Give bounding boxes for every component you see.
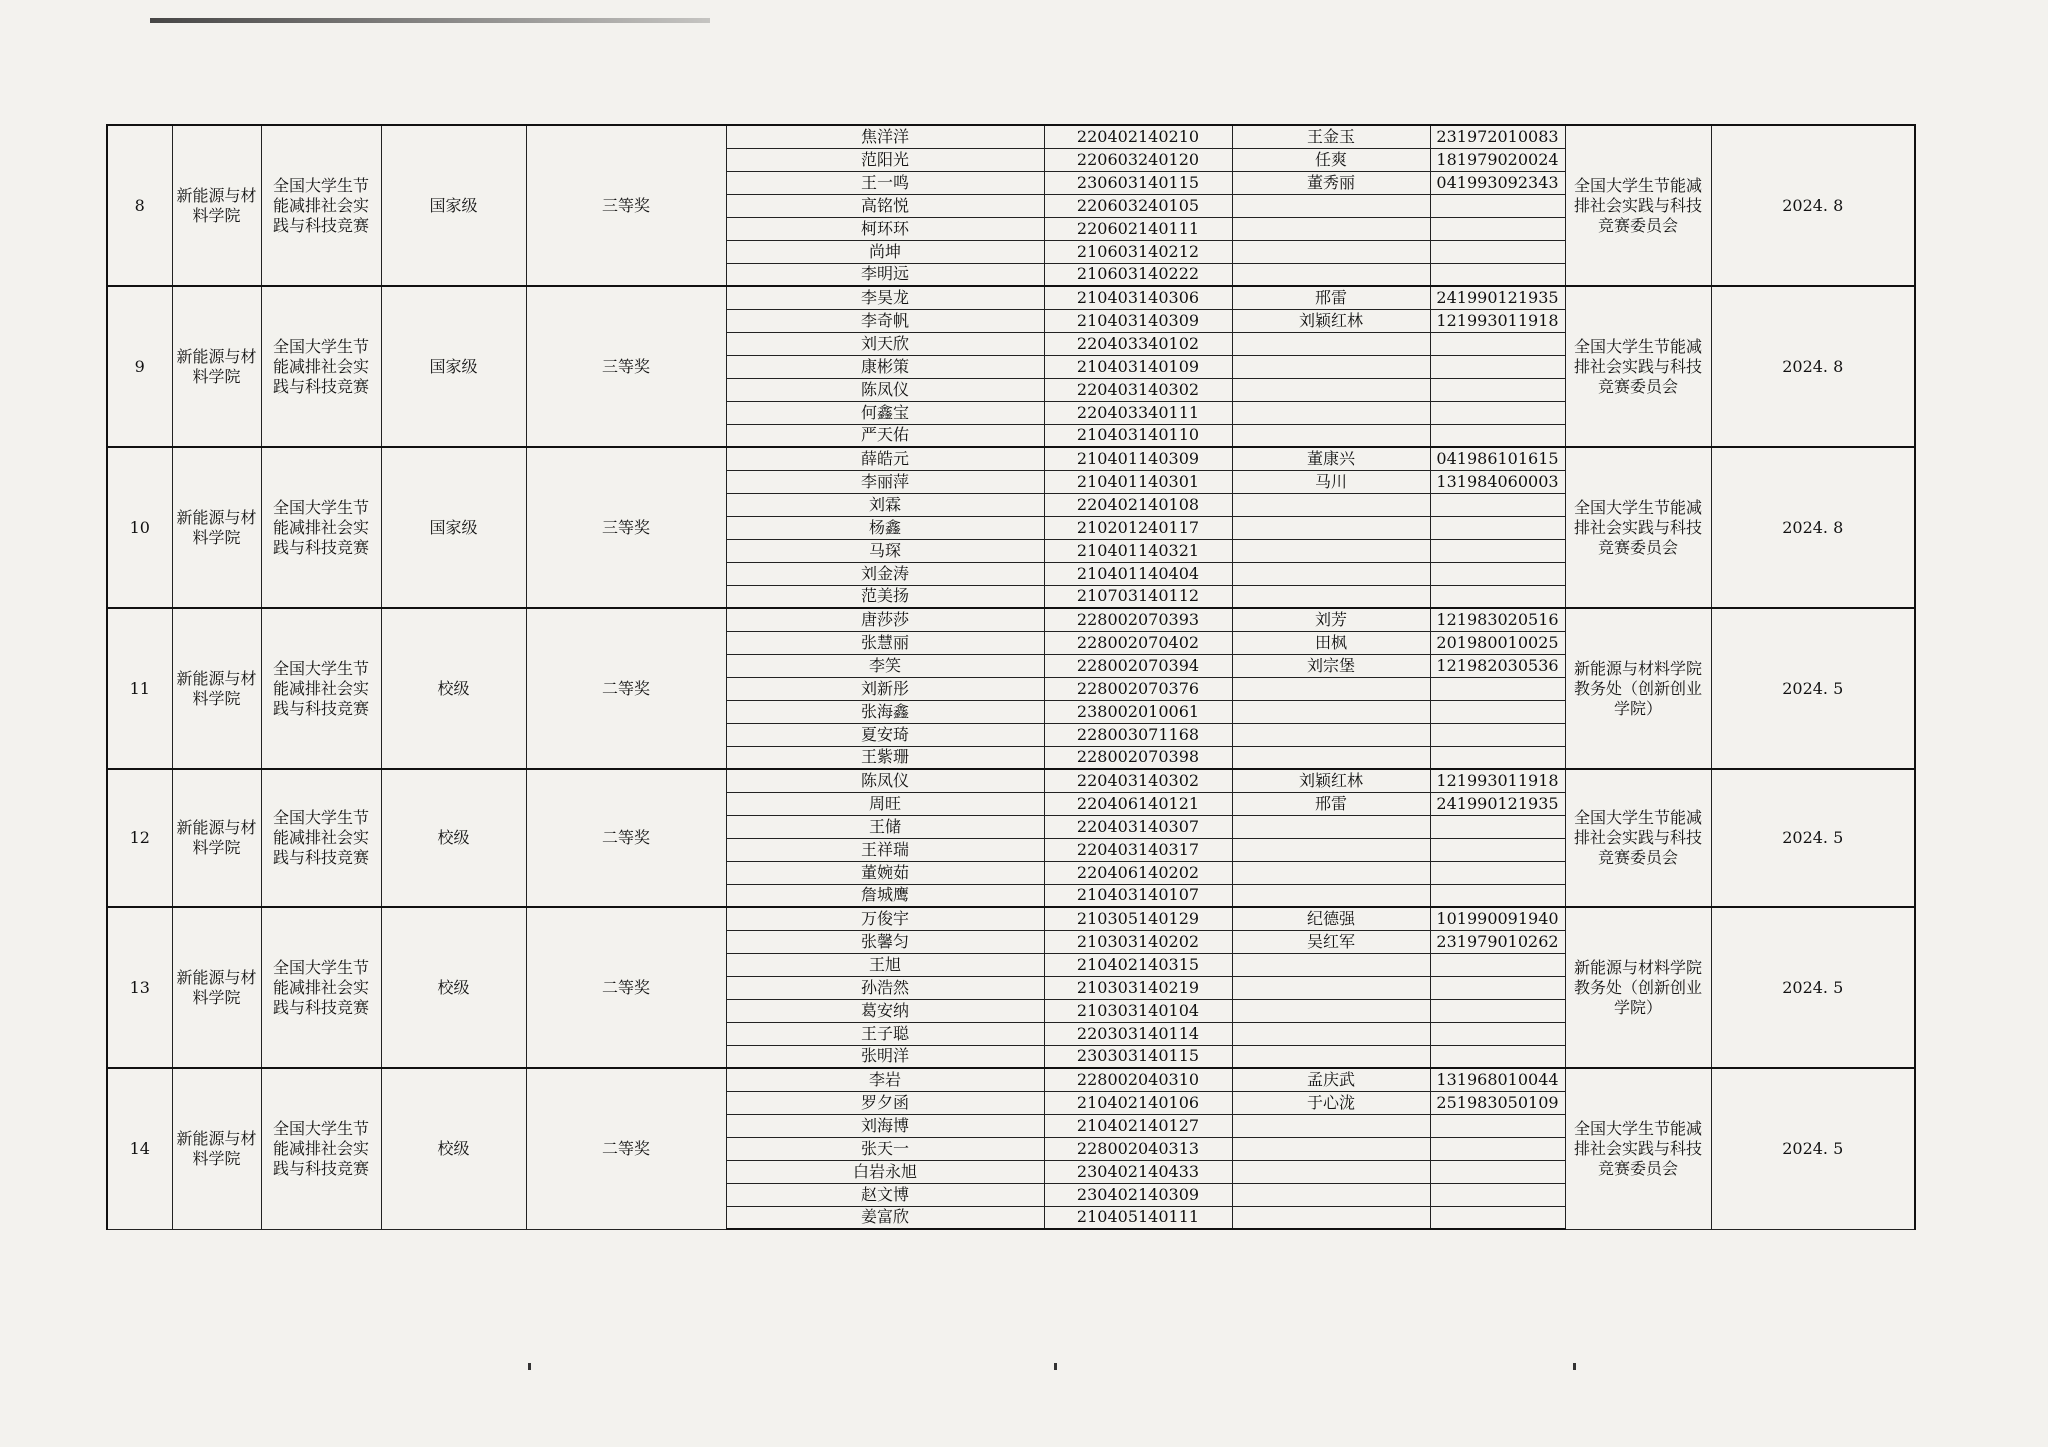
table-row [107,769,1915,792]
teacher-id-cell [1430,355,1565,378]
student-id-cell: 210403140110 [1044,424,1232,447]
teacher-name-cell: 刘宗堡 [1232,654,1430,677]
student-id-cell: 220603240120 [1044,148,1232,171]
student-id-cell: 220303140114 [1044,1022,1232,1045]
student-name-cell: 王子聪 [726,1022,1044,1045]
teacher-id-cell [1430,240,1565,263]
teacher-id-cell [1430,884,1565,907]
student-name-cell: 范阳光 [726,148,1044,171]
student-name-cell: 陈凤仪 [726,378,1044,401]
scan-edge-shadow [150,18,710,23]
student-name-cell: 严天佑 [726,424,1044,447]
level-cell: 国家级 [381,447,526,608]
student-name-cell: 陈凤仪 [726,769,1044,792]
teacher-id-cell [1430,1022,1565,1045]
student-name-cell: 王紫珊 [726,746,1044,769]
competition-cell: 全国大学生节能减排社会实践与科技竞赛 [261,286,381,447]
teacher-name-cell [1232,516,1430,539]
college-cell: 新能源与材料学院 [172,608,261,769]
teacher-name-cell [1232,562,1430,585]
award-sheet [106,124,1914,1294]
student-id-cell: 210303140104 [1044,999,1232,1022]
row-number-cell: 12 [107,769,172,907]
teacher-name-cell [1232,240,1430,263]
teacher-id-cell: 041993092343 [1430,171,1565,194]
student-name-cell: 李昊龙 [726,286,1044,309]
student-name-cell: 唐莎莎 [726,608,1044,631]
teacher-name-cell [1232,884,1430,907]
competition-cell: 全国大学生节能减排社会实践与科技竞赛 [261,447,381,608]
teacher-name-cell [1232,723,1430,746]
college-cell: 新能源与材料学院 [172,447,261,608]
organizer-cell: 全国大学生节能减排社会实践与科技竞赛委员会 [1565,769,1711,907]
student-id-cell: 220403340111 [1044,401,1232,424]
student-name-cell: 薛皓元 [726,447,1044,470]
award-cell: 二等奖 [526,907,726,1068]
student-name-cell: 孙浩然 [726,976,1044,999]
level-cell: 国家级 [381,125,526,286]
student-id-cell: 228002070398 [1044,746,1232,769]
teacher-id-cell [1430,746,1565,769]
teacher-id-cell: 101990091940 [1430,907,1565,930]
student-name-cell: 刘海博 [726,1114,1044,1137]
teacher-name-cell: 刘颖红林 [1232,769,1430,792]
teacher-id-cell: 181979020024 [1430,148,1565,171]
teacher-name-cell [1232,1137,1430,1160]
student-name-cell: 王旭 [726,953,1044,976]
student-name-cell: 李丽萍 [726,470,1044,493]
college-cell: 新能源与材料学院 [172,769,261,907]
student-name-cell: 张馨匀 [726,930,1044,953]
teacher-id-cell [1430,1183,1565,1206]
student-id-cell: 210401140404 [1044,562,1232,585]
competition-cell: 全国大学生节能减排社会实践与科技竞赛 [261,907,381,1068]
teacher-id-cell: 041986101615 [1430,447,1565,470]
student-name-cell: 赵文博 [726,1183,1044,1206]
competition-cell: 全国大学生节能减排社会实践与科技竞赛 [261,769,381,907]
teacher-id-cell: 121993011918 [1430,769,1565,792]
table-row [107,1068,1915,1091]
date-cell: 2024. 5 [1711,769,1915,907]
student-id-cell: 210403140306 [1044,286,1232,309]
teacher-id-cell [1430,585,1565,608]
award-cell: 二等奖 [526,1068,726,1229]
student-name-cell: 张明洋 [726,1045,1044,1068]
teacher-name-cell [1232,953,1430,976]
teacher-id-cell [1430,493,1565,516]
teacher-id-cell [1430,401,1565,424]
student-name-cell: 焦洋洋 [726,125,1044,148]
teacher-id-cell: 241990121935 [1430,792,1565,815]
student-name-cell: 刘天欣 [726,332,1044,355]
date-cell: 2024. 8 [1711,447,1915,608]
teacher-id-cell [1430,516,1565,539]
teacher-name-cell [1232,355,1430,378]
teacher-id-cell: 131968010044 [1430,1068,1565,1091]
table-row [107,608,1915,631]
teacher-id-cell [1430,424,1565,447]
table-row [107,447,1915,470]
student-name-cell: 王祥瑞 [726,838,1044,861]
teacher-id-cell [1430,1137,1565,1160]
award-cell: 三等奖 [526,286,726,447]
student-name-cell: 张慧丽 [726,631,1044,654]
teacher-id-cell [1430,1160,1565,1183]
student-id-cell: 238002010061 [1044,700,1232,723]
teacher-id-cell: 251983050109 [1430,1091,1565,1114]
college-cell: 新能源与材料学院 [172,1068,261,1229]
student-id-cell: 210401140321 [1044,539,1232,562]
college-cell: 新能源与材料学院 [172,286,261,447]
student-id-cell: 220406140202 [1044,861,1232,884]
student-name-cell: 高铭悦 [726,194,1044,217]
level-cell: 国家级 [381,286,526,447]
teacher-id-cell: 131984060003 [1430,470,1565,493]
teacher-id-cell: 241990121935 [1430,286,1565,309]
student-id-cell: 230402140433 [1044,1160,1232,1183]
row-number-cell: 9 [107,286,172,447]
scan-mark [528,1363,531,1370]
award-table [106,124,1916,1230]
teacher-id-cell [1430,838,1565,861]
student-name-cell: 柯环环 [726,217,1044,240]
teacher-id-cell [1430,976,1565,999]
student-id-cell: 228002040310 [1044,1068,1232,1091]
college-cell: 新能源与材料学院 [172,907,261,1068]
teacher-name-cell [1232,1045,1430,1068]
organizer-cell: 新能源与材料学院教务处（创新创业学院） [1565,608,1711,769]
student-id-cell: 210402140106 [1044,1091,1232,1114]
student-id-cell: 210401140309 [1044,447,1232,470]
teacher-name-cell: 马川 [1232,470,1430,493]
student-name-cell: 白岩永旭 [726,1160,1044,1183]
table-row [107,907,1915,930]
teacher-id-cell [1430,1045,1565,1068]
competition-cell: 全国大学生节能减排社会实践与科技竞赛 [261,125,381,286]
teacher-name-cell [1232,424,1430,447]
student-id-cell: 220402140108 [1044,493,1232,516]
teacher-name-cell: 孟庆武 [1232,1068,1430,1091]
teacher-name-cell [1232,332,1430,355]
student-name-cell: 夏安琦 [726,723,1044,746]
teacher-name-cell [1232,1160,1430,1183]
college-cell: 新能源与材料学院 [172,125,261,286]
teacher-name-cell [1232,194,1430,217]
teacher-name-cell [1232,700,1430,723]
row-number-cell: 10 [107,447,172,608]
teacher-name-cell [1232,815,1430,838]
student-id-cell: 210303140219 [1044,976,1232,999]
student-id-cell: 210703140112 [1044,585,1232,608]
student-name-cell: 王储 [726,815,1044,838]
level-cell: 校级 [381,608,526,769]
teacher-name-cell [1232,976,1430,999]
teacher-id-cell [1430,217,1565,240]
teacher-name-cell [1232,677,1430,700]
organizer-cell: 全国大学生节能减排社会实践与科技竞赛委员会 [1565,125,1711,286]
student-name-cell: 张海鑫 [726,700,1044,723]
level-cell: 校级 [381,1068,526,1229]
teacher-name-cell: 于心泷 [1232,1091,1430,1114]
teacher-name-cell [1232,861,1430,884]
student-id-cell: 220603240105 [1044,194,1232,217]
student-id-cell: 210403140107 [1044,884,1232,907]
teacher-id-cell [1430,263,1565,286]
student-name-cell: 李笑 [726,654,1044,677]
teacher-name-cell [1232,1183,1430,1206]
competition-cell: 全国大学生节能减排社会实践与科技竞赛 [261,1068,381,1229]
award-cell: 三等奖 [526,125,726,286]
teacher-id-cell [1430,562,1565,585]
row-number-cell: 14 [107,1068,172,1229]
teacher-name-cell: 刘芳 [1232,608,1430,631]
teacher-name-cell [1232,585,1430,608]
teacher-id-cell [1430,194,1565,217]
award-cell: 二等奖 [526,608,726,769]
teacher-name-cell: 邢雷 [1232,792,1430,815]
teacher-name-cell [1232,1022,1430,1045]
student-id-cell: 228002070394 [1044,654,1232,677]
teacher-name-cell [1232,1114,1430,1137]
student-id-cell: 228002040313 [1044,1137,1232,1160]
student-name-cell: 张天一 [726,1137,1044,1160]
teacher-id-cell: 121983020516 [1430,608,1565,631]
student-name-cell: 董婉茹 [726,861,1044,884]
teacher-id-cell: 121982030536 [1430,654,1565,677]
student-id-cell: 228002070376 [1044,677,1232,700]
organizer-cell: 全国大学生节能减排社会实践与科技竞赛委员会 [1565,286,1711,447]
organizer-cell: 新能源与材料学院教务处（创新创业学院） [1565,907,1711,1068]
student-id-cell: 228002070402 [1044,631,1232,654]
teacher-name-cell: 刘颖红林 [1232,309,1430,332]
student-name-cell: 万俊宇 [726,907,1044,930]
student-name-cell: 葛安纳 [726,999,1044,1022]
student-name-cell: 李岩 [726,1068,1044,1091]
student-name-cell: 刘新彤 [726,677,1044,700]
row-number-cell: 11 [107,608,172,769]
student-id-cell: 230603140115 [1044,171,1232,194]
student-name-cell: 李奇帆 [726,309,1044,332]
student-id-cell: 210603140212 [1044,240,1232,263]
student-name-cell: 李明远 [726,263,1044,286]
teacher-name-cell: 任爽 [1232,148,1430,171]
organizer-cell: 全国大学生节能减排社会实践与科技竞赛委员会 [1565,447,1711,608]
student-name-cell: 罗夕函 [726,1091,1044,1114]
table-row [107,286,1915,309]
teacher-id-cell [1430,378,1565,401]
teacher-id-cell [1430,1114,1565,1137]
student-id-cell: 210401140301 [1044,470,1232,493]
student-id-cell: 220403140302 [1044,769,1232,792]
teacher-id-cell [1430,723,1565,746]
teacher-name-cell: 邢雷 [1232,286,1430,309]
student-name-cell: 周旺 [726,792,1044,815]
row-number-cell: 13 [107,907,172,1068]
teacher-id-cell [1430,700,1565,723]
teacher-id-cell [1430,677,1565,700]
level-cell: 校级 [381,769,526,907]
student-id-cell: 220403140317 [1044,838,1232,861]
teacher-name-cell [1232,838,1430,861]
teacher-id-cell: 121993011918 [1430,309,1565,332]
student-id-cell: 210405140111 [1044,1206,1232,1229]
student-id-cell: 220403140302 [1044,378,1232,401]
student-id-cell: 210303140202 [1044,930,1232,953]
scan-mark [1573,1363,1576,1370]
student-id-cell: 210201240117 [1044,516,1232,539]
teacher-id-cell [1430,953,1565,976]
student-id-cell: 220406140121 [1044,792,1232,815]
student-name-cell: 詹城鹰 [726,884,1044,907]
student-name-cell: 姜富欣 [726,1206,1044,1229]
student-name-cell: 康彬策 [726,355,1044,378]
student-id-cell: 210403140109 [1044,355,1232,378]
student-id-cell: 210305140129 [1044,907,1232,930]
student-id-cell: 220402140210 [1044,125,1232,148]
student-id-cell: 228002070393 [1044,608,1232,631]
award-cell: 三等奖 [526,447,726,608]
teacher-name-cell [1232,378,1430,401]
student-id-cell: 210403140309 [1044,309,1232,332]
student-name-cell: 马琛 [726,539,1044,562]
teacher-id-cell [1430,861,1565,884]
date-cell: 2024. 8 [1711,125,1915,286]
teacher-name-cell [1232,999,1430,1022]
organizer-cell: 全国大学生节能减排社会实践与科技竞赛委员会 [1565,1068,1711,1229]
student-name-cell: 刘金涛 [726,562,1044,585]
teacher-name-cell [1232,217,1430,240]
student-id-cell: 210402140127 [1044,1114,1232,1137]
teacher-id-cell: 231979010262 [1430,930,1565,953]
teacher-id-cell [1430,1206,1565,1229]
student-id-cell: 228003071168 [1044,723,1232,746]
student-id-cell: 220403140307 [1044,815,1232,838]
table-row [107,125,1915,148]
student-id-cell: 210603140222 [1044,263,1232,286]
teacher-id-cell: 231972010083 [1430,125,1565,148]
student-name-cell: 尚坤 [726,240,1044,263]
teacher-id-cell [1430,815,1565,838]
student-name-cell: 何鑫宝 [726,401,1044,424]
competition-cell: 全国大学生节能减排社会实践与科技竞赛 [261,608,381,769]
award-table-body [107,125,1915,1229]
teacher-name-cell [1232,493,1430,516]
level-cell: 校级 [381,907,526,1068]
row-number-cell: 8 [107,125,172,286]
teacher-id-cell [1430,539,1565,562]
teacher-id-cell [1430,999,1565,1022]
student-name-cell: 范美扬 [726,585,1044,608]
student-name-cell: 杨鑫 [726,516,1044,539]
teacher-name-cell: 王金玉 [1232,125,1430,148]
teacher-name-cell: 吴红军 [1232,930,1430,953]
student-id-cell: 230402140309 [1044,1183,1232,1206]
date-cell: 2024. 5 [1711,907,1915,1068]
date-cell: 2024. 5 [1711,1068,1915,1229]
date-cell: 2024. 8 [1711,286,1915,447]
student-id-cell: 220403340102 [1044,332,1232,355]
date-cell: 2024. 5 [1711,608,1915,769]
student-id-cell: 230303140115 [1044,1045,1232,1068]
student-name-cell: 王一鸣 [726,171,1044,194]
teacher-name-cell [1232,1206,1430,1229]
teacher-name-cell: 董秀丽 [1232,171,1430,194]
scan-mark [1054,1363,1057,1370]
teacher-name-cell [1232,746,1430,769]
student-id-cell: 210402140315 [1044,953,1232,976]
student-id-cell: 220602140111 [1044,217,1232,240]
teacher-name-cell: 董康兴 [1232,447,1430,470]
teacher-name-cell: 纪德强 [1232,907,1430,930]
teacher-name-cell [1232,263,1430,286]
teacher-name-cell: 田枫 [1232,631,1430,654]
teacher-name-cell [1232,401,1430,424]
student-name-cell: 刘霖 [726,493,1044,516]
teacher-id-cell: 201980010025 [1430,631,1565,654]
teacher-name-cell [1232,539,1430,562]
award-cell: 二等奖 [526,769,726,907]
teacher-id-cell [1430,332,1565,355]
